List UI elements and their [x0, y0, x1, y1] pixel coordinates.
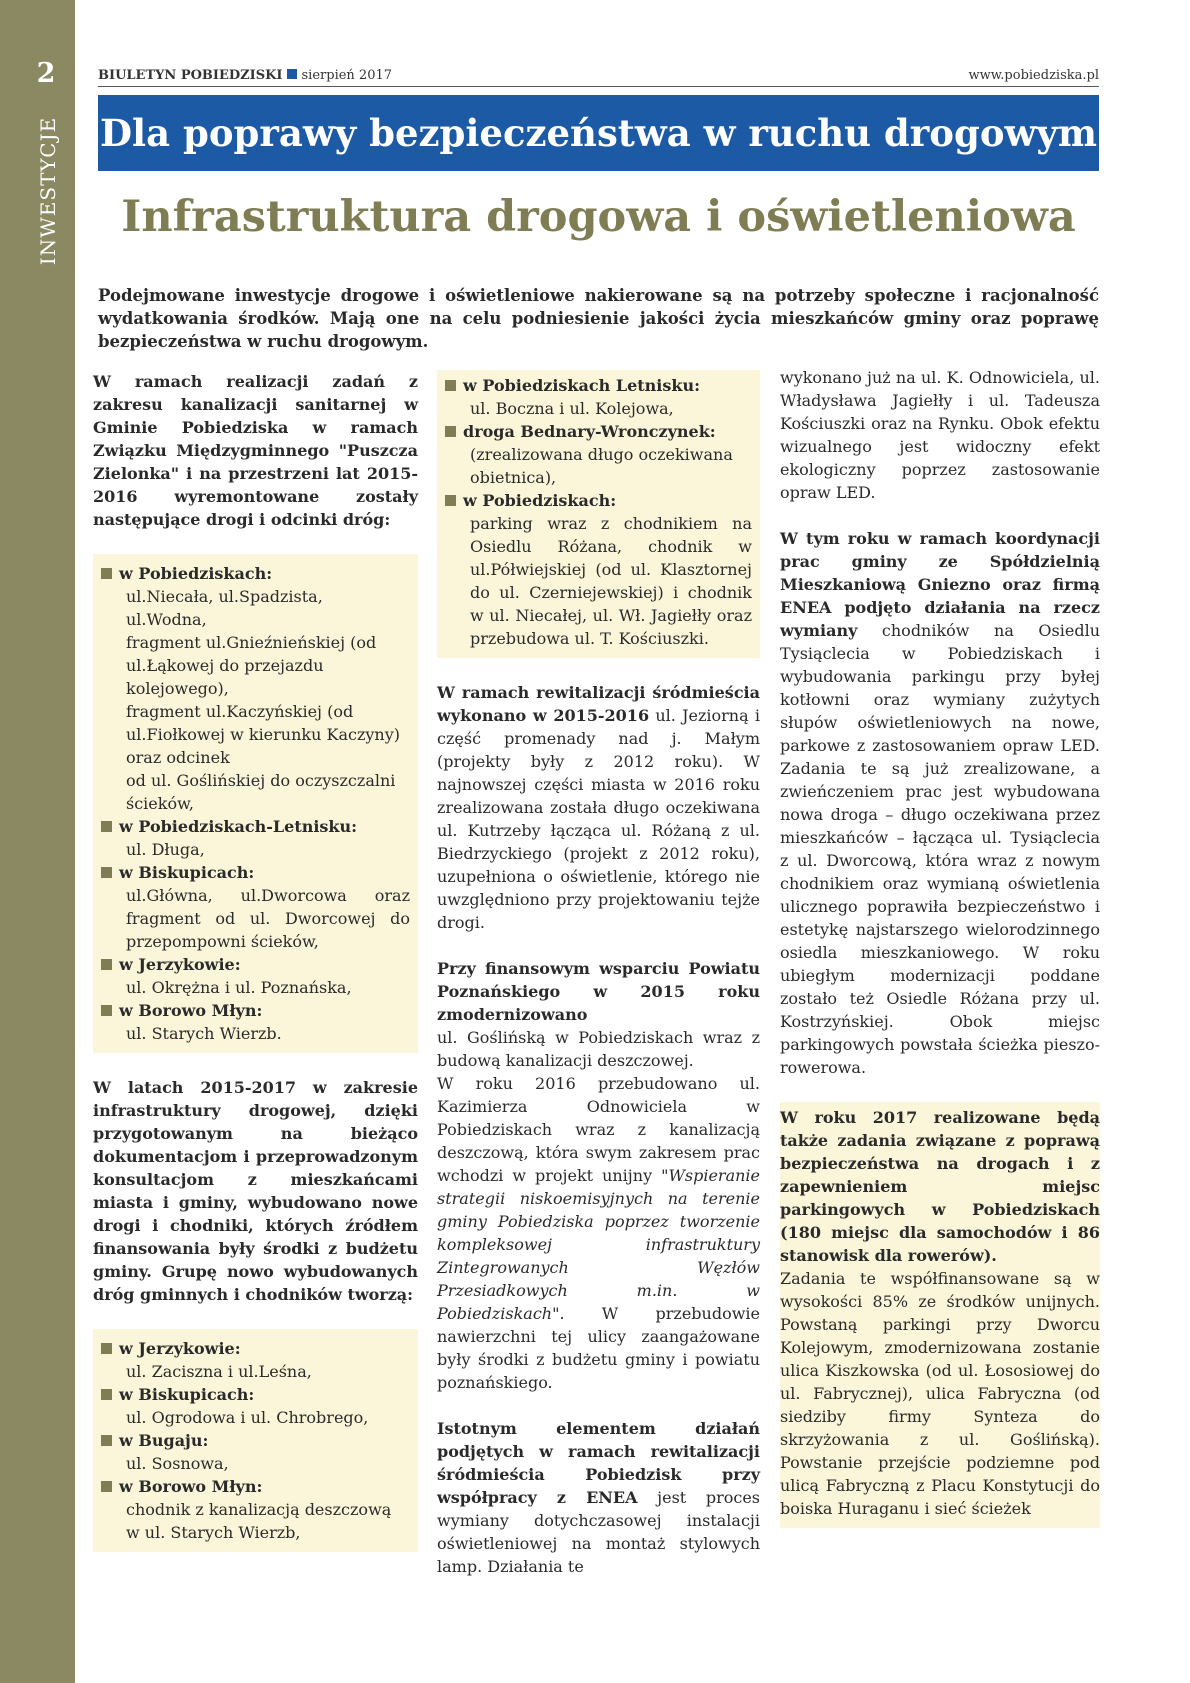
list-item: w Bugaju: — [101, 1429, 410, 1452]
website-link[interactable]: www.pobiedziska.pl — [968, 68, 1099, 83]
revitalization-paragraph: W ramach rewitalizacji śródmieścia wykonano w 2015-2016 ul. Jeziorną i część promenady nad j. Małym (projekty były z 2012 roku). W najnowszej części miasta w 2016 roku zrealizowana została długo oczekiwana ul. Kutrzeby łącząca ul. Różaną z ul. Biedrzyckiego (projekt z 2012 roku), uzupełniona o oświetlenie, którego nie uwzględniono przy projektowaniu tejże drogi. — [437, 683, 761, 932]
header-rule — [98, 86, 1099, 87]
square-bullet-icon — [445, 426, 456, 437]
col1-intro: W ramach realizacji zadań z zakresu kanalizacji sanitarnej w Gminie Pobiedziska w ramach Związku Międzygminnego "Puszcza Zielonka" i na przestrzeni lat 2015-2016 wyremontowane zostały następujące drogi i odcinki dróg: — [93, 372, 418, 529]
new-roads-box — [93, 1329, 418, 1552]
list-item-text: ul. Ogrodowa i ul. Chrobrego, — [126, 1408, 369, 1427]
lead-paragraph: Podejmowane inwestycje drogowe i oświetleniowe nakierowane są na potrzeby społeczne i racjonalność wydatkowania środków. Mają one na celu podniesienie jakości życia mieszkańców gminy oraz poprawę bezpieczeństwa w ruchu drogowym. — [98, 286, 1099, 351]
page-number: 2 — [36, 58, 56, 89]
list-item: w Biskupicach: — [101, 1383, 410, 1406]
plans-2017-heading: W roku 2017 realizowane będą także zadania związane z poprawą bezpieczeństwa na drogach i z zapewnieniem miejsc parkingowych w Pobiedziskach (180 miejsc dla samochodów i 86 stanowisk dla rowerów). — [780, 1108, 1100, 1265]
enea-paragraph: Istotnym elementem działań podjętych w ramach rewitalizacji śródmieścia Pobiedzisk przy współpracy z ENEA jest proces wymiany dotychczasowej instalacji oświetleniowej na montaż stylowych lamp. Działania te — [437, 1419, 760, 1576]
list-item-text: ul.Niecała, ul.Spadzista, ul.Wodna, fragment ul.Gnieźnieńskiej (od ul.Łąkowej do przejazdu kolejowego), fragment ul.Kaczyńskiej (od ul.Fiołkowej w kierunku Kaczyny) oraz odcinek od ul. Goślińskiej do oczyszczalni ścieków, — [126, 587, 400, 813]
column-1 — [93, 370, 418, 1552]
list-item: droga Bednary-Wronczynek: — [445, 420, 752, 443]
odnowiciela-paragraph: W roku 2016 przebudowano ul. Kazimierza Odnowiciela w Pobiedziskach wraz z kanalizacją deszczową, która swym zakresem prac wchodzi w projekt unijny "Wspieranie strategii niskoemisyjnych na terenie gminy Pobiedziska poprzez tworzenie kompleksowej infrastruktury Zintegrowanych Węzłów Przesiadkowych m.in. w Pobiedziskach". W przebudowie nawierzchni tej ulicy zaangażowane były środki z budżetu gminy i powiatu poznańskiego. — [437, 1074, 760, 1392]
column-3 — [780, 366, 1100, 1528]
list-item-text: ul. Okrężna i ul. Poznańska, — [126, 978, 352, 997]
square-bullet-icon — [101, 821, 112, 832]
list-item: w Pobiedziskach: — [101, 562, 410, 585]
square-bullet-icon — [445, 380, 456, 391]
plans-2017-text: Zadania te współfinansowane są w wysokości 85% ze środków unijnych. Powstaną parkingi przy Dworcu Kolejowym, zmodernizowana zostanie ulica Kiszkowska (od ul. Łososiowej do ul. Fabrycznej), ulica Fabryczna (od siedziby firmy Synteza do skrzyżowania z ul. Goślińską). Powstanie przejście podziemne pod ulicą Fabryczną z Placu Konstytucji do boiska Huraganu i sieć ścieżek — [780, 1269, 1100, 1518]
page-header — [98, 68, 1099, 88]
list-item-text: ul. Starych Wierzb. — [126, 1024, 282, 1043]
list-item-text: ul. Sosnowa, — [126, 1454, 229, 1473]
led-paragraph: wykonano już na ul. K. Odnowiciela, ul. Władysława Jagiełły i ul. Tadeusza Kościuszki oraz na Rynku. Obok efektu wizualnego jest widoczny efekt ekologiczny poprzez zastosowanie opraw LED. — [780, 368, 1100, 502]
list-item-text: parking wraz z chodnikiem na Osiedlu Różana, chodnik w ul.Półwiejskiej (od ul. Klasztornej do ul. Czerniejewskiej) i chodnik w ul. Niecałej, ul. Wł. Jagiełły oraz przebudowa ul. T. Kościuszki. — [470, 514, 752, 648]
square-bullet-icon — [101, 1481, 112, 1492]
list-item-text: ul. Boczna i ul. Kolejowa, — [470, 399, 674, 418]
article-title: Infrastruktura drogowa i oświetleniowa — [121, 192, 1076, 242]
column-2 — [437, 370, 760, 1578]
county-funding-text: ul. Goślińską w Pobiedziskach wraz z budową kanalizacji deszczowej. — [437, 1028, 760, 1070]
list-item: w Biskupicach: — [101, 861, 410, 884]
square-bullet-icon — [101, 568, 112, 579]
list-item-text: ul. Długa, — [126, 840, 205, 859]
issue-date: sierpień 2017 — [301, 68, 393, 83]
square-icon — [287, 69, 297, 79]
section-label — [30, 106, 66, 276]
section-label-text: INWESTYCJE — [36, 116, 60, 266]
list-item: w Borowo Młyn: — [101, 1475, 410, 1498]
list-item: w Jerzykowie: — [101, 1337, 410, 1360]
col1-para2: W latach 2015-2017 w zakresie infrastruktury drogowej, dzięki przygotowanym na bieżąco dokumentacjom i przeprowadzonym konsultacjom z mieszkańcami miasta i gminy, wybudowano nowe drogi i chodniki, których źródłem finansowania były środki z budżetu gminy. Grupę nowo wybudowanych dróg gminnych i chodników tworzą: — [93, 1078, 418, 1304]
square-bullet-icon — [101, 1435, 112, 1446]
list-item: w Pobiedziskach: — [445, 489, 752, 512]
publication-name: BIULETYN POBIEDZISKI — [98, 68, 283, 83]
square-bullet-icon — [445, 495, 456, 506]
list-item-text: ul. Zaciszna i ul.Leśna, — [126, 1362, 312, 1381]
list-item: w Borowo Młyn: — [101, 999, 410, 1022]
plans-2017-box — [780, 1102, 1100, 1528]
county-funding-heading: Przy finansowym wsparciu Powiatu Poznańskiego w 2015 roku zmodernizowano — [437, 959, 760, 1024]
list-item-text: (zrealizowana długo oczekiwana obietnica), — [470, 445, 733, 487]
list-item: w Jerzykowie: — [101, 953, 410, 976]
list-item: w Pobiedziskach-Letnisku: — [101, 815, 410, 838]
list-item: w Pobiedziskach Letnisku: — [445, 374, 752, 397]
list-item-text: ul.Główna, ul.Dworcowa oraz fragment od ul. Dworcowej do przepompowni ścieków, — [126, 886, 410, 951]
square-bullet-icon — [101, 867, 112, 878]
square-bullet-icon — [101, 959, 112, 970]
coordination-paragraph: W tym roku w ramach koordynacji prac gminy ze Spółdzielnią Mieszkaniową Gniezno oraz firmą ENEA podjęto działania na rzecz wymiany chodników na Osiedlu Tysiąclecia w Pobiedziskach i wybudowania parkingu przy byłej kotłowni oraz wymiany zużytych słupów oświetleniowych na nowe, parkowe z zastosowaniem opraw LED. Zadania te są już zrealizowane, a zwieńczeniem prac jest wybudowana nowa droga – długo oczekiwana przez mieszkańców – łącząca ul. Tysiąclecia z ul. Dworcową, która wraz z nowym chodnikiem oraz wymianą oświetlenia ulicznego poprawiła bezpieczeństwo i estetykę najstarszego wielorodzinnego osiedla mieszkaniowego. W roku ubiegłym modernizacji poddane zostało też Osiedle Różana przy ul. Kostrzyńskiej. Obok miejsc parkingowych powstała ścieżka pieszo-rowerowa. — [780, 529, 1100, 1077]
banner-title: Dla poprawy bezpieczeństwa w ruchu drogowym — [98, 95, 1099, 171]
repaired-roads-box — [93, 554, 418, 1053]
square-bullet-icon — [101, 1343, 112, 1354]
list-item-text: chodnik z kanalizacją deszczową w ul. Starych Wierzb, — [126, 1500, 392, 1542]
letnisko-roads-box — [437, 370, 760, 658]
square-bullet-icon — [101, 1005, 112, 1016]
header-left — [98, 68, 392, 83]
square-bullet-icon — [101, 1389, 112, 1400]
